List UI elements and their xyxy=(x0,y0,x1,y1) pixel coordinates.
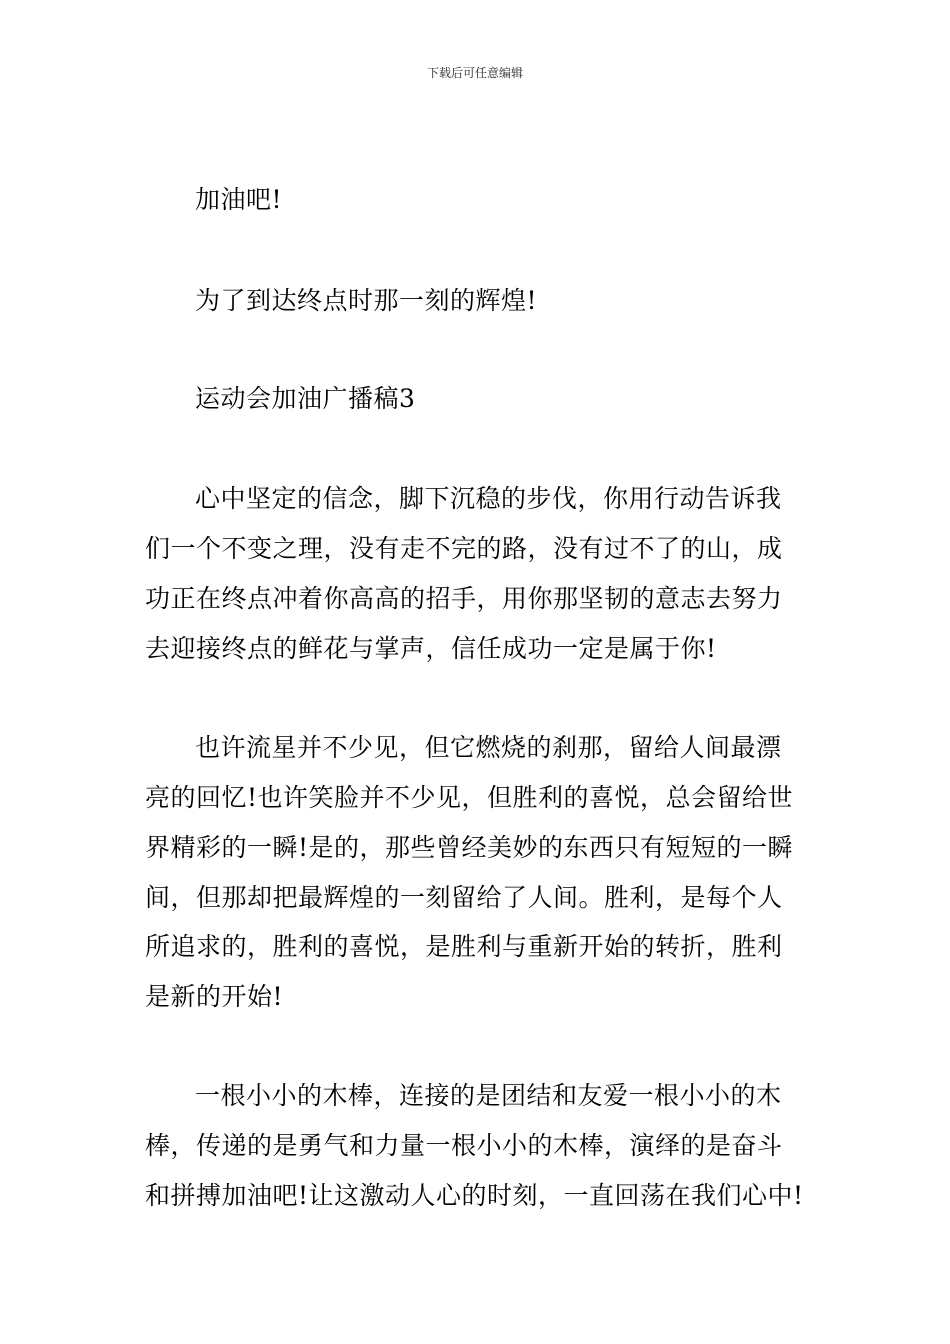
paragraph-line: 一根小小的木棒，连接的是团结和友爱一根小小的木 xyxy=(195,1081,782,1110)
paragraph-line: 加油吧! xyxy=(195,185,283,214)
paragraph-line: 功正在终点冲着你高高的招手，用你那坚韧的意志去努力 xyxy=(145,584,783,613)
section-title: 运动会加油广播稿3 xyxy=(195,384,416,413)
paragraph-line: 也许流星并不少见，但它燃烧的刹那，留给人间最漂 xyxy=(195,733,782,762)
paragraph-line: 是新的开始! xyxy=(145,982,284,1011)
paragraph-line: 界精彩的一瞬!是的，那些曾经美妙的东西只有短短的一瞬 xyxy=(145,833,794,862)
paragraph-line: 棒，传递的是勇气和力量一根小小的木棒，演绎的是奋斗 xyxy=(145,1131,783,1160)
paragraph-line: 间，但那却把最辉煌的一刻留给了人间。胜利，是每个人 xyxy=(145,883,783,912)
paragraph-line: 所追求的，胜利的喜悦，是胜利与重新开始的转折，胜利 xyxy=(145,932,783,961)
paragraph-line: 亮的回忆!也许笑脸并不少见，但胜利的喜悦，总会留给世 xyxy=(145,783,794,812)
paragraph-line: 为了到达终点时那一刻的辉煌! xyxy=(195,286,538,315)
paragraph-line: 去迎接终点的鲜花与掌声，信任成功一定是属于你! xyxy=(145,634,717,663)
page-header: 下载后可任意编辑 xyxy=(426,66,523,80)
paragraph-line: 们一个不变之理，没有走不完的路，没有过不了的山，成 xyxy=(145,534,783,563)
paragraph-line: 和拼搏加油吧!让这激动人心的时刻，一直回荡在我们心中! xyxy=(145,1181,804,1210)
paragraph-line: 心中坚定的信念，脚下沉稳的步伐，你用行动告诉我 xyxy=(195,484,782,513)
